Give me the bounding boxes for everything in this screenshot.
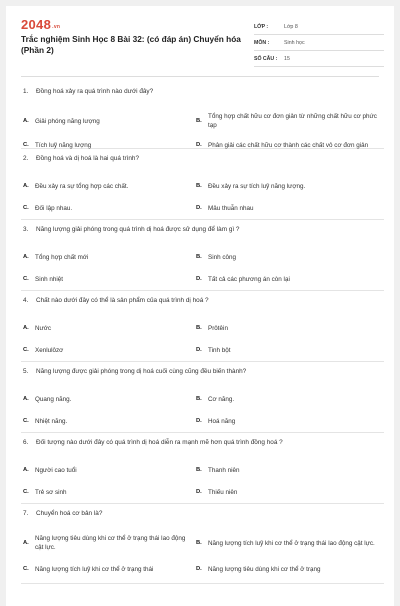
option-text: Giải phóng năng lượng [35,117,100,125]
option-text: Tinh bột [208,346,231,354]
question-list [21,82,384,584]
document-page [6,6,394,606]
option-row [21,530,384,556]
logo-text: 2048 [21,17,52,32]
answer-option[interactable] [194,175,384,197]
option-text: Cơ năng. [208,395,235,403]
option-text: Phân giải các chất hữu cơ thành các chất vô cơ đơn giản [208,141,369,149]
option-letter: B. [196,182,202,189]
option-text: Năng lượng tích luỹ khi cơ thể ở trạng thái [35,565,154,573]
answer-option[interactable] [21,410,194,432]
option-row [21,459,384,481]
question-number: 2. [23,155,29,162]
option-letter: A. [23,324,29,331]
option-text: Thiếu niên [208,488,238,496]
question-text: Chất nào dưới đây có thể là sản phẩm của quá trình dị hoá ? [36,297,209,304]
option-letter: A. [23,182,29,189]
answer-option[interactable] [194,108,384,134]
question-item [21,362,384,433]
answer-option[interactable] [21,134,194,156]
question-text: Năng lượng được giải phóng trong dị hoá cuối cùng cũng đều biến thành? [36,368,247,375]
meta-row-class [254,19,384,35]
option-text: Năng lượng tiêu dùng khi cơ thể ở trạng [208,565,321,573]
option-letter: C. [23,417,29,424]
meta-value: 15 [284,55,290,62]
answer-option[interactable] [194,317,384,339]
question-number: 3. [23,226,29,233]
option-text: Tất cả các phương án còn lại [208,275,290,283]
answer-option[interactable] [194,410,384,432]
option-row [21,339,384,361]
question-item [21,504,384,584]
question-item [21,82,384,149]
question-title [21,291,384,317]
question-number: 6. [23,439,29,446]
option-text: Quang năng. [35,395,72,403]
meta-row-subject [254,35,384,51]
answer-option[interactable] [21,388,194,410]
answer-option[interactable] [194,134,384,156]
option-text: Đều xảy ra sự tích luỹ năng lượng. [208,182,306,190]
answer-option[interactable] [21,459,194,481]
option-text: Sinh nhiệt [35,275,64,283]
answer-option[interactable] [194,556,384,582]
option-text: Đều xảy ra sự tổng hợp các chất. [35,182,129,190]
meta-row-count [254,51,384,67]
answer-option[interactable] [194,246,384,268]
question-title [21,220,384,246]
question-item [21,220,384,291]
option-row [21,175,384,197]
answer-option[interactable] [21,246,194,268]
question-text: Năng lượng giải phóng trong quá trình dị hoá được sử dụng để làm gì ? [36,226,240,233]
meta-value: Lớp 8 [284,23,298,30]
question-item [21,149,384,220]
meta-value: Sinh học [284,39,305,46]
option-letter: C. [23,275,29,282]
question-title [21,504,384,530]
question-number: 5. [23,368,29,375]
option-letter: B. [196,253,202,260]
answer-option[interactable] [21,530,194,556]
answer-option[interactable] [21,175,194,197]
option-letter: D. [196,346,202,353]
option-row [21,410,384,432]
option-text: Năng lượng tiêu dùng khi cơ thể ở trạng thái lao động cật lực. [35,535,186,551]
logo-suffix: .vn [52,24,61,30]
answer-option[interactable] [194,339,384,361]
question-number: 4. [23,297,29,304]
option-letter: C. [23,204,29,211]
option-text: Hoá năng [208,417,236,425]
option-row [21,268,384,290]
option-text: Người cao tuổi [35,466,77,474]
answer-option[interactable] [194,197,384,219]
answer-option[interactable] [21,268,194,290]
option-text: Nhiệt năng. [35,417,68,425]
option-letter: A. [23,395,29,402]
option-row [21,317,384,339]
option-letter: C. [23,346,29,353]
answer-option[interactable] [21,556,194,582]
option-letter: D. [196,565,202,572]
question-title [21,362,384,388]
option-text: Tổng hợp chất hữu cơ đơn giản từ những chất hữu cơ phức tạp [208,113,377,129]
option-letter: C. [23,488,29,495]
option-letter: D. [196,204,202,211]
question-number: 7. [23,510,29,517]
option-letter: A. [23,117,29,124]
header-divider [21,76,379,77]
option-row [21,197,384,219]
option-text: Nước [35,324,52,332]
question-text: Chuyển hoá cơ bản là? [36,510,103,517]
option-row [21,108,384,134]
answer-option[interactable] [194,459,384,481]
option-row [21,388,384,410]
option-text: Năng lượng tích luỹ khi cơ thể ở trạng thái lao động cật lực. [208,539,375,547]
option-text: Prôtêin [208,324,228,332]
meta-key: SỐ CÂU : [254,55,278,62]
option-letter: D. [196,488,202,495]
question-title [21,82,384,108]
option-row [21,134,384,156]
question-title [21,433,384,459]
question-text: Đồng hoá và dị hoá là hai quá trình? [36,155,140,162]
option-text: Sinh công [208,253,237,261]
option-letter: D. [196,141,202,148]
answer-option[interactable] [194,388,384,410]
question-text: Đồng hoá xảy ra quá trình nào dưới đây? [36,88,154,95]
option-letter: A. [23,466,29,473]
option-text: Xenlulôzơ [35,346,64,354]
option-text: Trẻ sơ sinh [35,488,67,496]
option-letter: C. [23,565,29,572]
answer-option[interactable] [194,481,384,503]
answer-option[interactable] [21,317,194,339]
answer-option[interactable] [21,197,194,219]
option-letter: A. [23,539,29,546]
option-letter: D. [196,417,202,424]
option-row [21,556,384,582]
meta-key: MÔN : [254,39,270,46]
option-text: Đối lập nhau. [35,204,73,212]
option-text: Tích luỹ năng lượng [35,141,92,149]
option-letter: B. [196,539,202,546]
answer-option[interactable] [21,481,194,503]
answer-option[interactable] [21,108,194,134]
option-text: Thanh niên [208,466,240,474]
question-item [21,291,384,362]
meta-key: LỚP : [254,23,269,30]
answer-option[interactable] [194,268,384,290]
site-logo[interactable] [21,17,60,32]
option-letter: B. [196,324,202,331]
question-item [21,433,384,504]
answer-option[interactable] [21,339,194,361]
option-row [21,481,384,503]
answer-option[interactable] [194,530,384,556]
question-text: Đối tượng nào dưới đây có quá trình dị hoá diễn ra mạnh mẽ hơn quá trình đồng hoá ? [36,439,283,446]
option-letter: C. [23,141,29,148]
option-letter: D. [196,275,202,282]
document-header [6,6,394,68]
option-text: Mâu thuẫn nhau [208,204,254,212]
question-number: 1. [23,88,29,95]
option-letter: A. [23,253,29,260]
option-letter: B. [196,117,202,124]
option-text: Tổng hợp chất mới [35,253,89,261]
option-letter: B. [196,395,202,402]
document-meta [254,19,384,67]
option-row [21,246,384,268]
option-letter: B. [196,466,202,473]
document-title: Trắc nghiệm Sinh Học 8 Bài 32: (có đáp án) Chuyển hóa (Phần 2) [21,34,241,55]
